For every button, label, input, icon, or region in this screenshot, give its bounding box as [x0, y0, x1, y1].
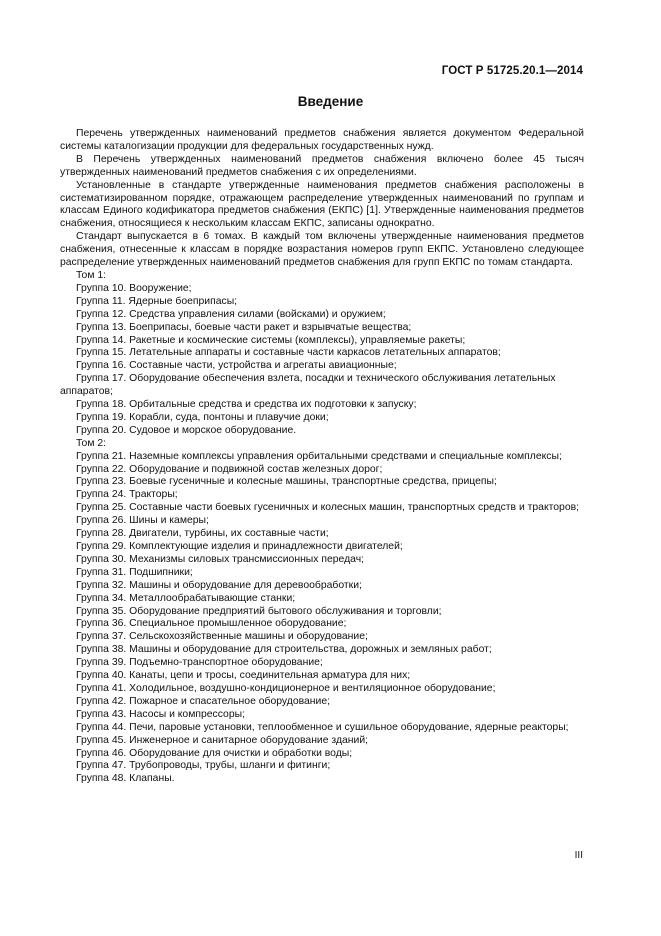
paragraph: Стандарт выпускается в 6 томах. В каждый том включены утвержденные наименования предметов снабжения, отнесенные к классам в порядке возрастания номеров групп ЕКПС. Установлено следующее распределение утвержденных наименований предметов снабжения для групп ЕКПС по томам стандарта.: [60, 231, 584, 269]
group-item: Группа 48. Клапаны.: [76, 773, 175, 785]
group-item: Группа 20. Судовое и морское оборудование.: [76, 424, 297, 436]
volume-2-label: Том 2:: [76, 437, 107, 449]
group-item: Группа 21. Наземные комплексы управления орбитальными средствами и специальные комплексы;: [76, 450, 562, 462]
group-item: Группа 32. Машины и оборудование для деревообработки;: [76, 579, 362, 591]
group-item: Группа 28. Двигатели, турбины, их составные части;: [76, 528, 329, 540]
group-item: Группа 43. Насосы и компрессоры;: [76, 708, 245, 720]
group-item: Группа 25. Составные части боевых гусеничных и колесных машин, транспортных средств и тракторов;: [76, 502, 580, 514]
volume-1-groups: [60, 283, 584, 438]
group-item: Группа 35. Оборудование предприятий бытового обслуживания и торговли;: [76, 605, 442, 617]
group-item: Группа 37. Сельскохозяйственные машины и оборудование;: [76, 631, 368, 643]
group-item: Группа 39. Подъемно-транспортное оборудование;: [76, 657, 323, 669]
group-item: Группа 47. Трубопроводы, трубы, шланги и фитинги;: [76, 760, 331, 772]
group-item: Группа 19. Корабли, суда, понтоны и плавучие доки;: [76, 411, 329, 423]
group-item: Группа 18. Орбитальные средства и средства их подготовки к запуску;: [76, 399, 417, 411]
paragraph: Перечень утвержденных наименований предметов снабжения является документом Федеральной системы каталогизации продукции для федеральных государственных нужд.: [60, 128, 584, 152]
group-item: Группа 17. Оборудование обеспечения взлета, посадки и технического обслуживания летательных аппаратов;: [60, 373, 556, 398]
document-code: ГОСТ Р 51725.20.1—2014: [441, 65, 583, 77]
group-item: Группа 13. Боеприпасы, боевые части ракет и взрывчатые вещества;: [76, 321, 412, 333]
group-item: Группа 31. Подшипники;: [76, 566, 193, 578]
group-item: Группа 23. Боевые гусеничные и колесные машины, транспортные средства, прицепы;: [76, 476, 497, 488]
group-item: Группа 22. Оборудование и подвижной состав железных дорог;: [76, 463, 383, 475]
paragraph: В Перечень утвержденных наименований предметов снабжения включено более 45 тысяч утвержденных наименований предметов снабжения с их определениями.: [60, 153, 584, 178]
group-item: Группа 12. Средства управления силами (войсками) и оружием;: [76, 308, 386, 320]
group-item: Группа 10. Вооружение;: [76, 282, 192, 294]
group-item: Группа 40. Канаты, цепи и тросы, соединительная арматура для них;: [76, 670, 411, 682]
group-item: Группа 38. Машины и оборудование для строительства, дорожных и земляных работ;: [76, 644, 492, 656]
group-item: Группа 16. Составные части, устройства и агрегаты авиационные;: [76, 360, 397, 372]
group-item: Группа 36. Специальное промышленное оборудование;: [76, 618, 347, 630]
group-item: Группа 11. Ядерные боеприпасы;: [76, 295, 238, 307]
group-item: Группа 44. Печи, паровые установки, теплообменное и сушильное оборудование, ядерные реакторы;: [76, 721, 569, 733]
page-number: III: [574, 850, 583, 861]
group-item: Группа 41. Холодильное, воздушно-кондиционерное и вентиляционное оборудование;: [76, 682, 496, 694]
document-body: [60, 128, 584, 786]
group-item: Группа 26. Шины и камеры;: [76, 515, 209, 527]
group-item: Группа 15. Летательные аппараты и составные части каркасов летательных аппаратов;: [76, 347, 501, 359]
group-item: Группа 29. Комплектующие изделия и принадлежности двигателей;: [76, 541, 403, 552]
paragraph: Установленные в стандарте утвержденные наименования предметов снабжения расположены в систематизированном порядке, отражающем распределение утвержденных наименований по группам и классам Единого кодификатора предметов снабжения (ЕКПС) [1]. Утвержденные наименования предметов снабжения, относящиеся к нескольким классам ЕКПС, записаны однократно.: [60, 179, 584, 230]
volume-1-label: Том 1:: [76, 269, 107, 281]
group-item: Группа 46. Оборудование для очистки и обработки воды;: [76, 747, 353, 759]
group-item: Группа 34. Металлообрабатывающие станки;: [76, 592, 296, 604]
group-item: Группа 45. Инженерное и санитарное оборудование зданий;: [76, 734, 369, 746]
section-title: Введение: [297, 94, 364, 109]
group-item: Группа 42. Пожарное и спасательное оборудование;: [76, 695, 330, 707]
volume-2-groups: [60, 451, 584, 787]
group-item: Группа 30. Механизмы силовых трансмиссионных передач;: [76, 553, 365, 565]
group-item: Группа 14. Ракетные и космические системы (комплексы), управляемые ракеты;: [76, 334, 466, 346]
group-item: Группа 24. Тракторы;: [76, 489, 178, 501]
